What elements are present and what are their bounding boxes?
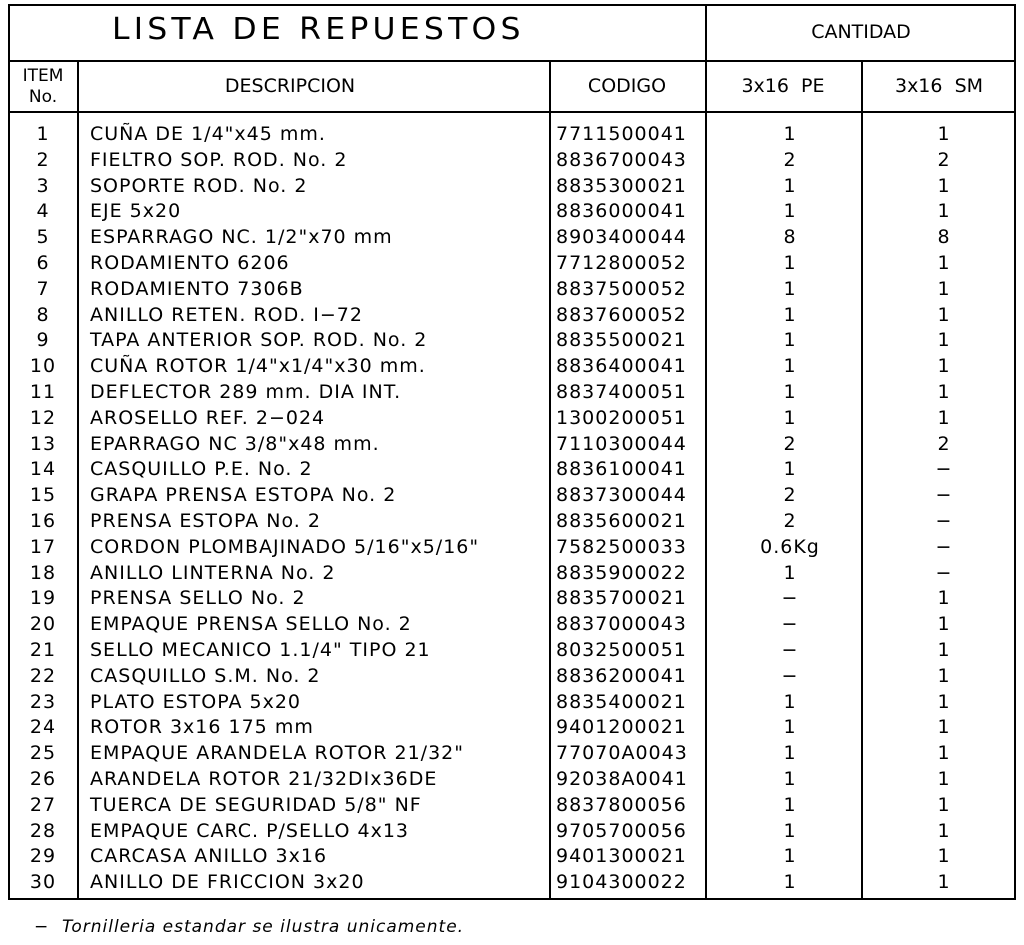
row-qty-sm: 1 <box>937 381 951 403</box>
row-qty-pe: 1 <box>783 175 797 197</box>
col-header-qty-pe: 3x16 PE <box>741 75 825 97</box>
row-qty-pe: 2 <box>783 433 797 455</box>
row-qty-pe: 1 <box>783 794 797 816</box>
row-description: EJE 5x20 <box>90 200 182 222</box>
row-item-number: 28 <box>29 820 57 842</box>
row-code: 9104300022 <box>556 871 687 893</box>
row-qty-pe: 1 <box>783 768 797 790</box>
row-qty-pe: 1 <box>783 691 797 713</box>
row-description: TUERCA DE SEGURIDAD 5/8" NF <box>90 794 422 816</box>
row-code: 8836200041 <box>556 665 687 687</box>
row-qty-sm: 1 <box>937 691 951 713</box>
col-header-code: CODIGO <box>587 75 667 97</box>
row-item-number: 9 <box>36 329 50 351</box>
rule-desc-code <box>549 60 551 900</box>
row-description: SELLO MECANICO 1.1/4" TIPO 21 <box>90 639 431 661</box>
row-item-number: 24 <box>29 716 57 738</box>
row-code: 8835300021 <box>556 175 687 197</box>
row-qty-pe: 1 <box>783 407 797 429</box>
row-code: 77070A0043 <box>556 742 688 764</box>
row-qty-sm: 1 <box>937 329 951 351</box>
row-qty-pe: 1 <box>783 381 797 403</box>
row-qty-sm: 1 <box>937 123 951 145</box>
row-qty-sm: − <box>935 510 953 532</box>
row-qty-pe: 1 <box>783 742 797 764</box>
row-description: PRENSA SELLO No. 2 <box>90 587 306 609</box>
row-qty-pe: 0.6Kg <box>760 536 820 558</box>
row-qty-sm: 8 <box>937 226 951 248</box>
row-item-number: 30 <box>29 871 57 893</box>
row-code: 9401200021 <box>556 716 687 738</box>
row-code: 7712800052 <box>556 252 687 274</box>
row-description: TAPA ANTERIOR SOP. ROD. No. 2 <box>90 329 428 351</box>
row-qty-pe: 1 <box>783 252 797 274</box>
row-description: RODAMIENTO 7306B <box>90 278 304 300</box>
row-qty-pe: 1 <box>783 871 797 893</box>
row-code: 7582500033 <box>556 536 687 558</box>
row-qty-sm: 1 <box>937 355 951 377</box>
row-description: SOPORTE ROD. No. 2 <box>90 175 308 197</box>
row-qty-pe: 1 <box>783 562 797 584</box>
row-item-number: 14 <box>29 458 57 480</box>
row-code: 8837600052 <box>556 304 687 326</box>
row-item-number: 25 <box>29 742 57 764</box>
row-qty-sm: 1 <box>937 639 951 661</box>
rule-under-header <box>8 111 1016 113</box>
row-qty-pe: 1 <box>783 329 797 351</box>
row-code: 8835400021 <box>556 691 687 713</box>
row-item-number: 23 <box>29 691 57 713</box>
row-description: CORDON PLOMBAJINADO 5/16"x5/16" <box>90 536 480 558</box>
row-description: RODAMIENTO 6206 <box>90 252 290 274</box>
row-item-number: 10 <box>29 355 57 377</box>
row-qty-pe: 2 <box>783 510 797 532</box>
rule-item-desc <box>77 60 79 900</box>
row-qty-sm: 1 <box>937 716 951 738</box>
row-description: CASQUILLO S.M. No. 2 <box>90 665 321 687</box>
row-qty-sm: 1 <box>937 768 951 790</box>
row-item-number: 22 <box>29 665 57 687</box>
rule-under-title <box>8 60 1016 62</box>
row-item-number: 13 <box>29 433 57 455</box>
row-code: 8835900022 <box>556 562 687 584</box>
row-description: CASQUILLO P.E. No. 2 <box>90 458 313 480</box>
row-code: 8836700043 <box>556 149 687 171</box>
row-item-number: 17 <box>29 536 57 558</box>
row-qty-sm: 1 <box>937 871 951 893</box>
row-qty-sm: 2 <box>937 433 951 455</box>
row-item-number: 29 <box>29 845 57 867</box>
row-code: 8903400044 <box>556 226 687 248</box>
row-qty-sm: 2 <box>937 149 951 171</box>
row-qty-pe: 1 <box>783 355 797 377</box>
row-item-number: 20 <box>29 613 57 635</box>
row-qty-pe: 8 <box>783 226 797 248</box>
row-description: ANILLO RETEN. ROD. I−72 <box>90 304 363 326</box>
col-header-item-line1: ITEM <box>22 66 64 86</box>
row-qty-pe: 2 <box>783 484 797 506</box>
rule-pe-sm <box>861 60 863 900</box>
row-qty-pe: 1 <box>783 716 797 738</box>
row-qty-pe: 1 <box>783 278 797 300</box>
row-description: EMPAQUE ARANDELA ROTOR 21/32" <box>90 742 464 764</box>
row-description: CUÑA DE 1/4"x45 mm. <box>90 123 326 145</box>
row-code: 8835700021 <box>556 587 687 609</box>
row-code: 8837300044 <box>556 484 687 506</box>
row-qty-sm: − <box>935 458 953 480</box>
row-item-number: 5 <box>36 226 50 248</box>
row-item-number: 2 <box>36 149 50 171</box>
row-item-number: 19 <box>29 587 57 609</box>
row-qty-sm: 1 <box>937 742 951 764</box>
row-qty-pe: 1 <box>783 304 797 326</box>
row-description: AROSELLO REF. 2−024 <box>90 407 326 429</box>
table-title: LISTA DE REPUESTOS <box>112 12 525 47</box>
row-code: 8032500051 <box>556 639 687 661</box>
row-code: 7110300044 <box>556 433 687 455</box>
col-header-item-line2: No. <box>28 87 58 107</box>
row-qty-pe: − <box>781 587 799 609</box>
row-qty-pe: 1 <box>783 820 797 842</box>
col-header-qty-sm: 3x16 SM <box>894 75 984 97</box>
row-item-number: 4 <box>36 200 50 222</box>
row-qty-pe: 2 <box>783 149 797 171</box>
row-item-number: 21 <box>29 639 57 661</box>
row-description: EPARRAGO NC 3/8"x48 mm. <box>90 433 380 455</box>
row-description: EMPAQUE PRENSA SELLO No. 2 <box>90 613 412 635</box>
row-item-number: 12 <box>29 407 57 429</box>
row-item-number: 18 <box>29 562 57 584</box>
row-description: ANILLO LINTERNA No. 2 <box>90 562 336 584</box>
row-item-number: 3 <box>36 175 50 197</box>
row-qty-pe: − <box>781 639 799 661</box>
row-description: FIELTRO SOP. ROD. No. 2 <box>90 149 348 171</box>
row-item-number: 8 <box>36 304 50 326</box>
row-item-number: 1 <box>36 123 50 145</box>
row-qty-sm: 1 <box>937 304 951 326</box>
row-description: GRAPA PRENSA ESTOPA No. 2 <box>90 484 397 506</box>
row-qty-sm: 1 <box>937 587 951 609</box>
row-item-number: 15 <box>29 484 57 506</box>
row-item-number: 7 <box>36 278 50 300</box>
row-qty-pe: − <box>781 613 799 635</box>
row-item-number: 16 <box>29 510 57 532</box>
row-code: 8837000043 <box>556 613 687 635</box>
row-qty-sm: 1 <box>937 820 951 842</box>
row-qty-sm: 1 <box>937 794 951 816</box>
row-description: EMPAQUE CARC. P/SELLO 4x13 <box>90 820 409 842</box>
row-code: 9401300021 <box>556 845 687 867</box>
row-code: 8835500021 <box>556 329 687 351</box>
row-qty-sm: 1 <box>937 200 951 222</box>
row-code: 8837800056 <box>556 794 687 816</box>
row-qty-pe: 1 <box>783 123 797 145</box>
row-item-number: 6 <box>36 252 50 274</box>
row-qty-sm: 1 <box>937 665 951 687</box>
row-description: PLATO ESTOPA 5x20 <box>90 691 302 713</box>
row-qty-sm: 1 <box>937 175 951 197</box>
row-code: 8836100041 <box>556 458 687 480</box>
row-qty-sm: 1 <box>937 278 951 300</box>
col-header-description: DESCRIPCION <box>224 75 356 97</box>
row-qty-sm: 1 <box>937 252 951 274</box>
row-description: ANILLO DE FRICCION 3x20 <box>90 871 365 893</box>
row-code: 92038A0041 <box>556 768 688 790</box>
row-qty-sm: 1 <box>937 845 951 867</box>
row-code: 8837500052 <box>556 278 687 300</box>
row-qty-sm: − <box>935 562 953 584</box>
row-code: 8836000041 <box>556 200 687 222</box>
row-description: DEFLECTOR 289 mm. DIA INT. <box>90 381 402 403</box>
row-qty-pe: 1 <box>783 200 797 222</box>
row-code: 8837400051 <box>556 381 687 403</box>
row-description: ESPARRAGO NC. 1/2"x70 mm <box>90 226 393 248</box>
quantity-header: CANTIDAD <box>811 21 911 43</box>
row-qty-sm: 1 <box>937 407 951 429</box>
row-code: 8836400041 <box>556 355 687 377</box>
row-qty-pe: 1 <box>783 845 797 867</box>
row-code: 1300200051 <box>556 407 687 429</box>
row-qty-sm: 1 <box>937 613 951 635</box>
row-code: 9705700056 <box>556 820 687 842</box>
row-code: 8835600021 <box>556 510 687 532</box>
footnote: − Tornilleria estandar se ilustra unicamente. <box>34 917 465 937</box>
row-description: ROTOR 3x16 175 mm <box>90 716 314 738</box>
row-item-number: 27 <box>29 794 57 816</box>
rule-code-qty <box>705 4 707 900</box>
row-description: ARANDELA ROTOR 21/32DIx36DE <box>90 768 438 790</box>
row-qty-sm: − <box>935 536 953 558</box>
row-code: 7711500041 <box>556 123 687 145</box>
row-qty-pe: − <box>781 665 799 687</box>
row-qty-sm: − <box>935 484 953 506</box>
row-description: CUÑA ROTOR 1/4"x1/4"x30 mm. <box>90 355 426 377</box>
row-description: CARCASA ANILLO 3x16 <box>90 845 328 867</box>
row-item-number: 26 <box>29 768 57 790</box>
row-item-number: 11 <box>29 381 57 403</box>
row-description: PRENSA ESTOPA No. 2 <box>90 510 321 532</box>
row-qty-pe: 1 <box>783 458 797 480</box>
